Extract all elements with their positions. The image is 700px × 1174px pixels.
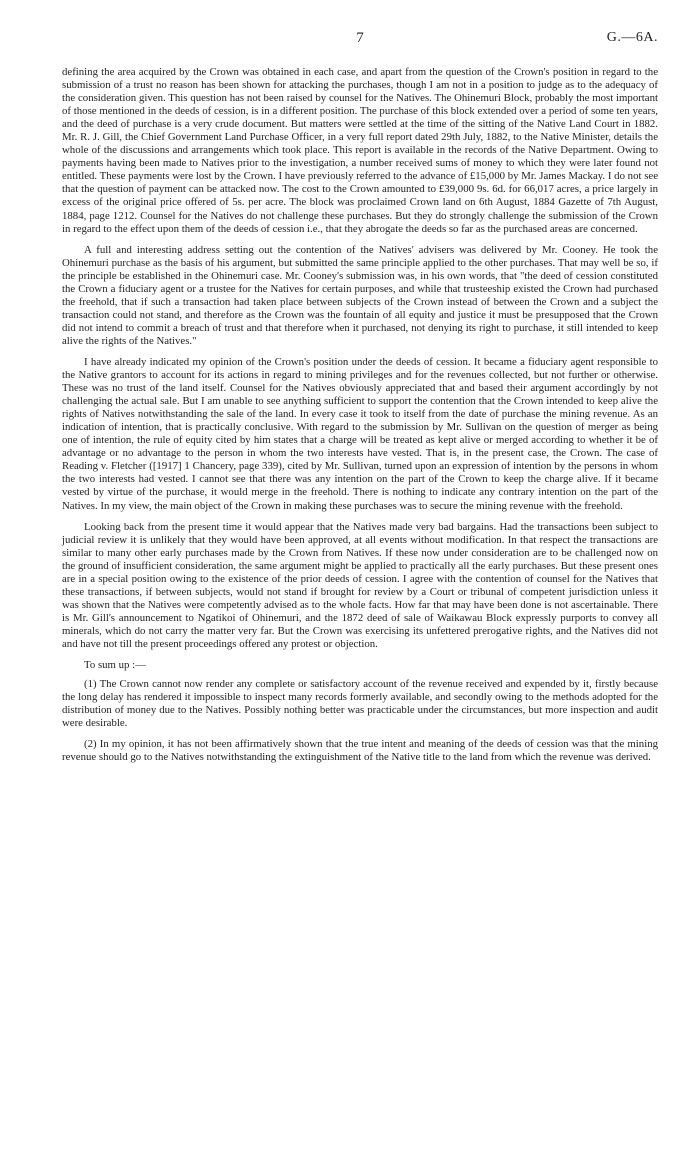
page-number: 7 — [356, 30, 364, 46]
paragraph: Looking back from the present time it would appear that the Natives made very bad bargains. Had the transactions been subject to judicial review it is unlikely that they would have been approved, at all events without modification. In that respect the transactions are similar to many other early purchases made by the Crown from Natives. If these now under consideration are to be challenged now on the ground of insufficient consideration, the same argument might be applied to practically all the early purchases. But these present ones are in a special position owing to the existence of the prior deeds of cession. I agree with the contention of counsel for the Natives that these transactions, if between subjects, would not stand if brought for review by a Court or tribunal of competent jurisdiction unless it was shown that the Natives were competently advised as to the whole facts. How far that may have been done is not ascertainable. There is Mr. Gill's announcement to Ngatikoi of Ohinemuri, and the 1872 deed of sale of Waikawau Block expressly purports to convey all minerals, which do not carry the matter very far. But the Crown was exercising its unfettered prerogative rights, and the Natives did not and have not till the present proceedings offered any protest or objection. — [62, 520, 658, 650]
paragraph: I have already indicated my opinion of the Crown's position under the deeds of cession. It became a fiduciary agent responsible to the Native grantors to account for its actions in regard to mining privileges and for the revenues collected, but not further or otherwise. These was no trust of the land itself. Counsel for the Natives obviously appreciated that and based their argument accordingly by not challenging the actual sale. But I am unable to see anything sufficient to support the contention that the Crown intended to keep alive the rights of Natives notwithstanding the sale of the land. In every case it took to itself from the date of purchase the mining revenue. As an indication of intention, that is practically conclusive. With regard to the submission by Mr. Sullivan on the question of merger as being one of intention, the rule of equity cited by him states that a charge will be treated as kept alive or merged according to whether it be of advantage or no advantage to the person in whom the two interests have vested. That is, in the present case, the Crown. The case of Reading v. Fletcher ([1917] 1 Chancery, page 339), cited by Mr. Sullivan, turned upon an expression of intention by the persons in whom the two interests had vested. I cannot see that there was any intention on the part of the Crown to keep the charge alive. If it became vested by virtue of the purchase, it would merge in the freehold. There is nothing to indicate any contrary intention on the part of the Natives. In my view, the main object of the Crown in making these purchases was to secure the mining revenue with the freehold. — [62, 355, 658, 512]
body-text — [62, 66, 658, 764]
page-header — [62, 22, 658, 66]
document-reference: G.—6A. — [606, 30, 658, 45]
paragraph: defining the area acquired by the Crown was obtained in each case, and apart from the question of the Crown's position in regard to the submission of a trust no reason has been shown for attacking the purchases, though I am not in a position to judge as to the adequacy of the consideration given. This question has not been raised by counsel for the Natives. The Ohinemuri Block, probably the most important of those mentioned in the deeds of cession, is in a different position. The purchase of this block extended over a period of some ten years, and the deed of purchase is a very crude document. But matters were settled at the time of the sitting of the Native Land Court in 1882. Mr. R. J. Gill, the Chief Government Land Purchase Officer, in a very full report dated 29th July, 1882, to the Native Minister, details the whole of the discussions and arrangements which took place. This report is available in the records of the Native Department. Owing to payments having been made to Natives prior to the investigation, a number received sums of money to which they were later found not entitled. These payments were lost by the Crown. I have previously referred to the advance of £15,000 by Mr. James Mackay. I do not see that the question of payment can be attacked now. The cost to the Crown amounted to £39,000 9s. 6d. for 66,017 acres, a price largely in excess of the original price offered of 5s. per acre. The block was proclaimed Crown land on 6th August, 1884 Gazette of 7th August, 1884, page 1212. Counsel for the Natives do not challenge these purchases. But they do strongly challenge the submission of the Crown in regard to the effect upon them of the deeds of cession i.e., that they abrogate the deeds so far as the purchased areas are concerned. — [62, 66, 658, 235]
sum-up-heading: To sum up :— — [84, 659, 146, 672]
conclusion-item: (2) In my opinion, it has not been affirmatively shown that the true intent and meaning of the deeds of cession was that the mining revenue should go to the Natives notwithstanding the extinguishment of the Native title to the land from which the revenue was derived. — [62, 738, 658, 764]
conclusion-item: (1) The Crown cannot now render any complete or satisfactory account of the revenue received and expended by it, firstly because the long delay has rendered it impossible to inspect many records formerly available, and secondly owing to the methods adopted for the distribution of money due to the Natives. Possibly nothing better was practicable under the circumstances, but more inspection and audit were desirable. — [62, 678, 658, 730]
paragraph: A full and interesting address setting out the contention of the Natives' advisers was delivered by Mr. Cooney. He took the Ohinemuri purchase as the basis of his argument, but submitted the same principle applied to the other purchases. That may well be so, if the principle be established in the Ohinemuri case. Mr. Cooney's submission was, in his own words, that "the deed of cession constituted the Crown a fiduciary agent or a trustee for the Natives for certain purposes, and while that trusteeship existed the Crown had purchased the freehold, that if such a transaction had taken place between subjects of the Crown instead of between the Crown and a subject the transaction could not stand, and therefore as the Crown was the fountain of all equity and justice it must be presupposed that the Crown did not intend to commit a breach of trust and that therefore when it purchased, not denying its right to purchase, it still intended to keep alive the rights of the Natives." — [62, 243, 658, 347]
